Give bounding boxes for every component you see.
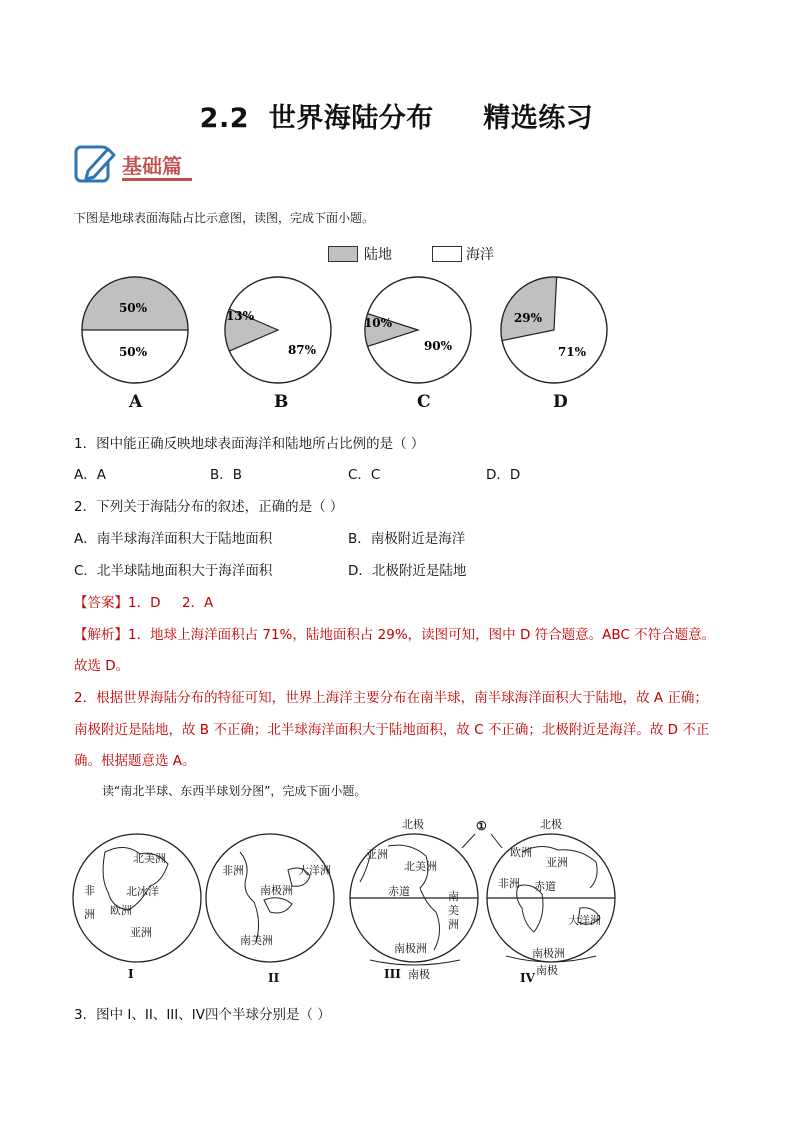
q1-option-a[interactable]: A．A <box>74 467 106 483</box>
h4-label-6: 南极洲 <box>532 947 565 960</box>
marker-circle-1: ① <box>476 819 487 833</box>
h2-numeral: II <box>268 971 280 985</box>
question-intro-2: 读“南北半球、东西半球划分图”，完成下面小题。 <box>102 784 367 798</box>
analysis-line-4: 南极附近是陆地，故 B 不正确；北半球海洋面积大于陆地面积，故 C 不正确；北极附近是海洋。故 D 不正 <box>74 722 710 738</box>
h2-label-0: 非洲 <box>222 864 244 877</box>
h1-numeral: I <box>128 967 134 981</box>
pie-a-ocean-value: 50% <box>118 345 148 359</box>
pie-d-land-slice <box>501 277 557 341</box>
pie-chart-group <box>80 270 620 420</box>
h3-label-2: 北美洲 <box>404 860 437 873</box>
q1-option-c[interactable]: C．C <box>348 467 381 483</box>
legend-land-label: 陆地 <box>364 247 392 263</box>
h3-label-6: 洲 <box>448 918 459 931</box>
h4-label-1: 欧洲 <box>510 846 532 859</box>
h3-label-1: 亚洲 <box>366 848 388 861</box>
q2-option-c[interactable]: C．北半球陆地面积大于海洋面积 <box>74 563 273 579</box>
q3-stem: 3．图中 I、II、III、IV四个半球分别是（ ） <box>74 1007 331 1023</box>
pie-label-b: B <box>274 392 289 412</box>
page-title: 2.2 世界海陆分布 精选练习 <box>199 103 594 134</box>
pencil-note-icon <box>74 143 118 185</box>
h1-label-3: 欧洲 <box>110 904 132 917</box>
legend-land-swatch <box>328 246 358 262</box>
pie-d-land-value: 29% <box>513 311 543 325</box>
h3-label-8: 南极 <box>408 968 430 981</box>
legend-ocean-label: 海洋 <box>466 247 494 263</box>
h3-label-3: 赤道 <box>388 885 410 898</box>
h4-label-4: 赤道 <box>534 880 556 893</box>
q2-stem: 2．下列关于海陆分布的叙述，正确的是（ ） <box>74 499 344 515</box>
h4-label-0: 北极 <box>540 818 562 831</box>
h1-label-0: 北美洲 <box>133 852 166 865</box>
h2-label-1: 大洋洲 <box>298 864 331 877</box>
q2-option-d[interactable]: D．北极附近是陆地 <box>348 563 467 579</box>
analysis-line-5: 确。根据题意选 A。 <box>74 753 196 769</box>
q2-option-b[interactable]: B．南极附近是海洋 <box>348 531 466 547</box>
pie-label-a: A <box>129 392 143 412</box>
answer-tag: 【答案】 <box>74 595 128 611</box>
pie-label-c: C <box>417 392 431 412</box>
analysis-tag: 【解析】 <box>74 627 128 643</box>
analysis-text-1: 1．地球上海洋面积占 71%，陆地面积占 29%，读图可知，图中 D 符合题意。ABC 不符合题意。 <box>128 627 716 643</box>
question-intro: 下图是地球表面海陆占比示意图，读图，完成下面小题。 <box>74 211 375 225</box>
section-underline <box>122 178 192 181</box>
hemisphere-diagram <box>70 812 630 992</box>
h1-label-1: 非 <box>84 884 95 897</box>
h3-label-7: 南极洲 <box>394 942 427 955</box>
h3-label-5: 美 <box>448 904 459 917</box>
h4-numeral: IV <box>520 971 535 985</box>
legend-ocean-swatch <box>432 246 462 262</box>
q1-option-b[interactable]: B．B <box>210 467 243 483</box>
pie-c-land-value: 10% <box>363 316 393 330</box>
h1-label-2: 北冰洋 <box>126 885 159 898</box>
analysis-line-3: 2．根据世界海陆分布的特征可知，世界上海洋主要分布在南半球，南半球海洋面积大于陆地，故 A 正确； <box>74 690 708 706</box>
pie-b-ocean-value: 87% <box>287 343 317 357</box>
h4-label-5: 大洋洲 <box>568 914 601 927</box>
analysis-line-2: 故选 D。 <box>74 658 130 674</box>
h2-label-2: 南极洲 <box>260 884 293 897</box>
answer-text: 1．D 2．A <box>128 595 214 611</box>
pie-a-land-value: 50% <box>118 301 148 315</box>
q2-option-a[interactable]: A．南半球海洋面积大于陆地面积 <box>74 531 273 547</box>
q1-option-d[interactable]: D．D <box>486 467 521 483</box>
h4-label-7: 南极 <box>536 964 558 977</box>
h1-label-4: 洲 <box>84 908 95 921</box>
analysis-line-1 <box>74 623 715 643</box>
pie-c-ocean-value: 90% <box>423 339 453 353</box>
pie-b-land-value: 13% <box>225 309 255 323</box>
h3-label-0: 北极 <box>402 818 424 831</box>
h3-label-4: 南 <box>448 890 459 903</box>
q1-stem: 1．图中能正确反映地球表面海洋和陆地所占比例的是（ ） <box>74 436 425 452</box>
h3-numeral: III <box>384 967 401 981</box>
section-badge: 基础篇 <box>122 154 182 178</box>
h2-label-3: 南美洲 <box>240 934 273 947</box>
h4-label-3: 非洲 <box>498 877 520 890</box>
h1-label-5: 亚洲 <box>130 926 152 939</box>
answer-block <box>74 591 213 611</box>
pie-label-d: D <box>553 392 568 412</box>
h4-label-2: 亚洲 <box>546 856 568 869</box>
pie-d-ocean-value: 71% <box>557 345 587 359</box>
